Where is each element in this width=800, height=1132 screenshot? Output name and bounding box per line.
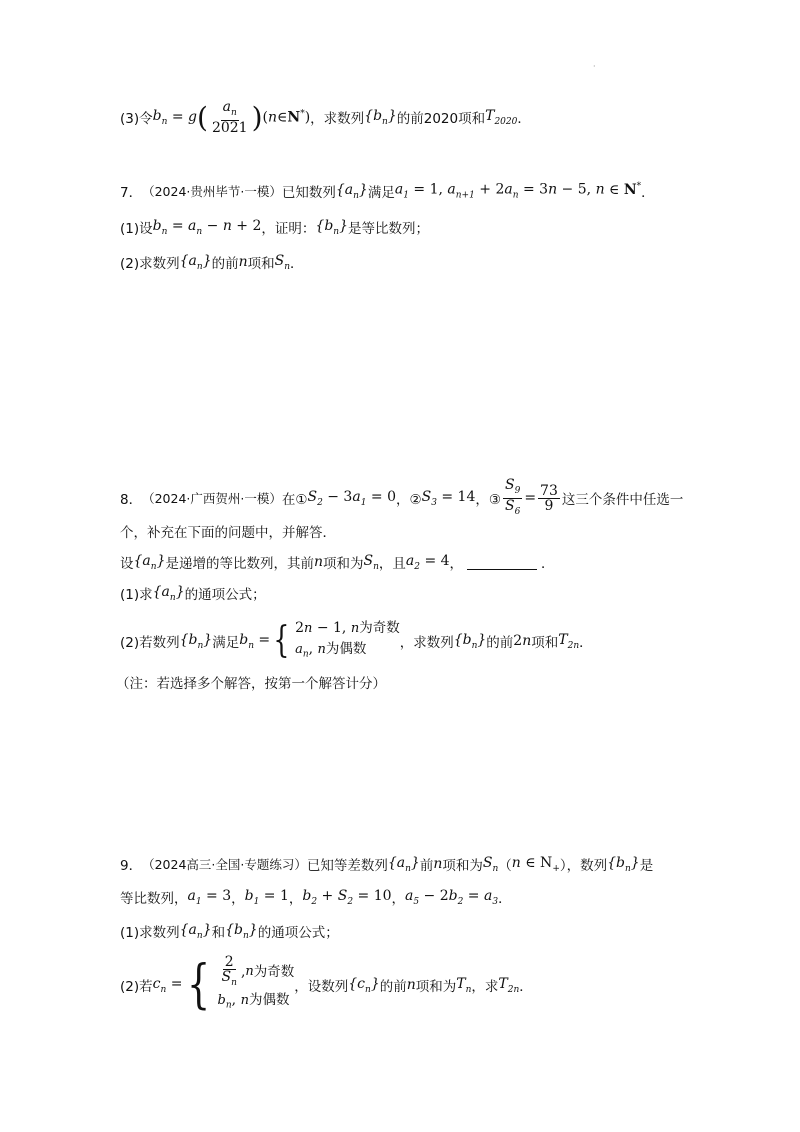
text: 项和 bbox=[531, 635, 559, 652]
math: $b_2 + S_2 = 10$ bbox=[302, 887, 392, 907]
math: $S_n$ bbox=[274, 252, 291, 272]
text: 为奇数 bbox=[253, 964, 295, 981]
text: 和 bbox=[211, 925, 226, 941]
math: $T_n$ bbox=[456, 975, 472, 995]
text: 的前 bbox=[211, 256, 239, 272]
text: 的前 bbox=[379, 979, 407, 996]
math: $b_1 = 1$ bbox=[244, 887, 289, 907]
text: ，求 bbox=[471, 979, 499, 996]
math: $\{a_n\}$ bbox=[179, 921, 212, 941]
question-source: （2024·广西贺州·一模） bbox=[142, 491, 282, 507]
math: $S_n$ bbox=[363, 552, 379, 572]
text: ． bbox=[541, 556, 555, 572]
text: (2)若数列 bbox=[120, 635, 180, 652]
math: $\{b_n\}$ bbox=[607, 854, 640, 874]
fraction: $\frac{a_n}{2021}$ bbox=[211, 99, 248, 136]
text: 的前 bbox=[486, 635, 514, 652]
text: 在① bbox=[281, 492, 308, 509]
fraction: $\frac{2}{S_n}$ bbox=[221, 954, 237, 988]
math: $\{a_n\}$ bbox=[387, 854, 420, 874]
math: $\{a_n\}$ bbox=[179, 252, 212, 272]
question-8 bbox=[120, 478, 683, 519]
text: 设 bbox=[120, 556, 134, 572]
piecewise: { $\frac{2}{S_n}$ , n 为奇数 $b_n$, n为偶数 bbox=[187, 954, 295, 1016]
math: $a_1 = 1$, $a_{n+1} + 2a_n = 3n - 5$, n ∈ N* bbox=[394, 181, 642, 201]
text: ． bbox=[290, 256, 304, 272]
math: = g bbox=[167, 109, 197, 126]
math: $S_n$ bbox=[482, 854, 499, 874]
text: ， bbox=[288, 891, 303, 907]
math: n bbox=[238, 254, 248, 270]
text: 项和为 bbox=[442, 858, 483, 874]
fraction: $\frac{S_9}{S_6}$ bbox=[504, 477, 521, 517]
text: 已知等差数列 bbox=[306, 858, 388, 874]
math: $\{a_n\}$ bbox=[335, 181, 368, 201]
text: (1)求数列 bbox=[120, 925, 180, 941]
question-9 bbox=[120, 854, 653, 874]
q8-line2 bbox=[120, 521, 336, 541]
math: $T_{2n}$ bbox=[558, 631, 580, 651]
text: ，且 bbox=[378, 556, 406, 572]
math: $T_{2020}$ bbox=[485, 108, 518, 127]
math: $\{a_n\}$ bbox=[152, 583, 185, 603]
math: 2n bbox=[513, 633, 532, 650]
text: ， bbox=[231, 891, 245, 907]
text: ），数列 bbox=[559, 858, 608, 874]
text: 满足 bbox=[367, 185, 395, 201]
text: 前 bbox=[419, 858, 434, 874]
math: $\{b_n\}$ bbox=[364, 108, 397, 127]
math: $a_1 = 3$ bbox=[187, 887, 232, 907]
text: ． bbox=[519, 979, 533, 996]
q9-part2 bbox=[120, 955, 533, 1015]
math: $c_n$ = bbox=[152, 975, 183, 995]
text: 是等比数列； bbox=[348, 221, 429, 237]
q8-part2 bbox=[120, 618, 593, 665]
math: n bbox=[313, 554, 324, 570]
text: 的前2020项和 bbox=[396, 111, 486, 128]
answer-blank bbox=[467, 555, 537, 570]
math: $b_n$ = bbox=[239, 631, 271, 651]
text: ，证明： bbox=[261, 221, 316, 237]
q9-part1 bbox=[120, 921, 339, 941]
text: 项和 bbox=[247, 256, 275, 272]
text: 为偶数 bbox=[325, 641, 367, 657]
math: ) bbox=[251, 100, 263, 134]
text: ． bbox=[517, 111, 531, 128]
text: ，② bbox=[395, 492, 422, 509]
text: ，③ bbox=[475, 492, 501, 509]
math: ( bbox=[197, 100, 208, 134]
text: ，求数列 bbox=[310, 111, 365, 128]
text: (2)若 bbox=[120, 979, 153, 996]
question-source: （2024高三·全国·专题练习） bbox=[142, 857, 307, 872]
question-7 bbox=[120, 181, 655, 201]
question-number: 9． bbox=[120, 858, 143, 874]
question-source: （2024·贵州毕节·一模） bbox=[142, 184, 282, 199]
q8-part1 bbox=[120, 583, 266, 603]
text: 的通项公式； bbox=[184, 587, 266, 603]
text: ． bbox=[498, 891, 512, 907]
math: $a_2 = 4$ bbox=[405, 552, 450, 572]
math: $b_n$ bbox=[152, 108, 168, 127]
math: $\{c_n\}$ bbox=[348, 975, 380, 995]
text: 项和为 bbox=[415, 979, 457, 996]
q6-part3 bbox=[120, 100, 531, 135]
math: n bbox=[406, 977, 416, 994]
text: （ bbox=[498, 858, 512, 874]
text: 这三个条件中任选一 bbox=[561, 492, 684, 509]
page-mark: · bbox=[593, 62, 596, 71]
math: $\{b_n\}$ bbox=[225, 921, 258, 941]
text: ． bbox=[641, 185, 655, 201]
math: n bbox=[433, 856, 443, 872]
text: ， bbox=[449, 556, 464, 572]
text: (1)求 bbox=[120, 587, 153, 603]
math: $a_5 - 2b_2 = a_3$ bbox=[405, 887, 499, 907]
text: (2)求数列 bbox=[120, 256, 180, 272]
q9-line2 bbox=[120, 887, 512, 907]
question-number: 7． bbox=[120, 185, 143, 201]
q7-part2 bbox=[120, 252, 304, 272]
text: 为偶数 bbox=[248, 991, 290, 1008]
math: = bbox=[524, 490, 537, 507]
math: $T_{2n}$ bbox=[498, 975, 520, 995]
math: $S_3 = 14$ bbox=[421, 488, 476, 508]
text: ， bbox=[391, 891, 406, 907]
math: (n∈N*) bbox=[262, 109, 311, 126]
text: 是递增的等比数列，其前 bbox=[165, 556, 314, 572]
text: 为奇数 bbox=[359, 620, 400, 636]
math: $\{a_n\}$ bbox=[133, 552, 166, 572]
question-number: 8． bbox=[120, 492, 143, 509]
text: （注：若选择多个解答，按第一个解答计分） bbox=[116, 676, 386, 692]
text: 满足 bbox=[212, 635, 240, 652]
text: 已知数列 bbox=[281, 185, 336, 201]
q8-note bbox=[116, 672, 386, 692]
q7-part1 bbox=[120, 217, 429, 237]
math: $S_2 - 3a_1 = 0$ bbox=[307, 488, 396, 508]
text: ，求数列 bbox=[399, 635, 454, 652]
fraction: $\frac{73}{9}$ bbox=[540, 482, 558, 514]
math: n ∈ $N_+$ bbox=[511, 854, 560, 874]
text: 是 bbox=[639, 858, 654, 874]
text: 项和为 bbox=[323, 556, 364, 572]
text: ，设数列 bbox=[294, 979, 349, 996]
math: $\{b_n\}$ bbox=[453, 631, 487, 651]
text: 个，补充在下面的问题中，并解答． bbox=[120, 525, 336, 541]
q8-line3 bbox=[120, 552, 555, 572]
text: (3)令 bbox=[120, 111, 153, 128]
text: 的通项公式； bbox=[257, 925, 339, 941]
math: $\{b_n\}$ bbox=[315, 217, 348, 237]
text: 等比数列， bbox=[120, 891, 188, 907]
text: ． bbox=[579, 635, 593, 652]
math: $\{b_n\}$ bbox=[179, 631, 213, 651]
math: $b_n = a_n - n + 2$ bbox=[152, 217, 262, 237]
piecewise: { 2n − 1, n为奇数 $a_n$, n为偶数 bbox=[273, 620, 400, 662]
text: (1)设 bbox=[120, 221, 153, 237]
